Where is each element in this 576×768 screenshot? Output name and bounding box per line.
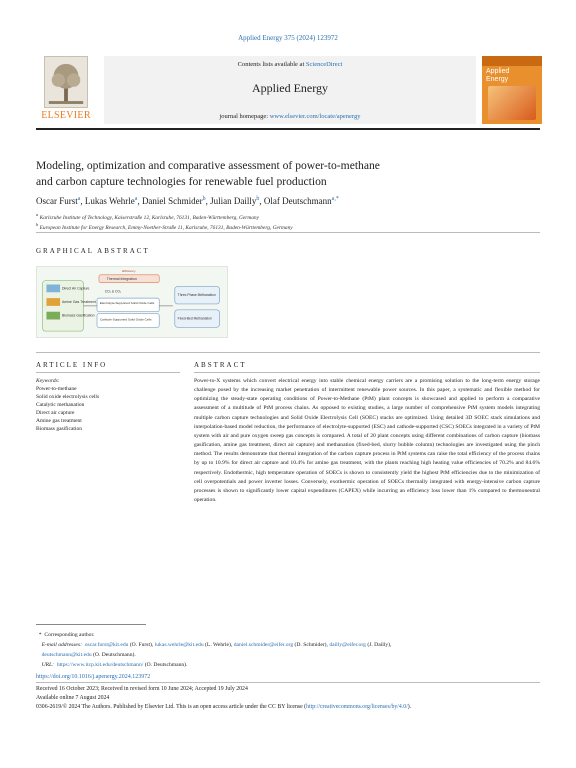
author-name[interactable]: Olaf Deutschmann — [263, 196, 332, 206]
keywords-label: Keywords: — [36, 378, 60, 384]
author-name[interactable]: Daniel Schmider — [141, 196, 203, 206]
keywords-block — [36, 377, 186, 433]
author-affil-marker[interactable]: b — [256, 196, 260, 202]
author-affil-marker[interactable]: a — [134, 196, 138, 202]
email-owner: (J. Dailly), — [365, 642, 392, 648]
footnotes — [36, 630, 540, 670]
ga-label-csc: Cathode-Supported Solid Oxide Cells — [99, 317, 152, 322]
header-rule — [36, 128, 540, 130]
license-link[interactable]: http://creativecommons.org/licenses/by/4.0/ — [306, 704, 408, 710]
url-note — [36, 660, 540, 670]
corresponding-author-note: * Corresponding author. — [36, 632, 95, 638]
sciencedirect-link[interactable]: ScienceDirect — [305, 61, 343, 68]
email-owner: (O. Deutschmann). — [91, 652, 136, 658]
section-divider — [36, 352, 540, 353]
author-list: Oscar Furst$^a$, Lukas Wehrle$^a$, Daniel Schmider$^b$, Julian Dailly$^b$, Olaf Deutschmann$^{a,*}$ — [36, 196, 339, 206]
ga-label-amine: Amine Gas Treatment — [62, 299, 96, 304]
email-link[interactable]: dailly@eifer.org — [329, 642, 366, 648]
keyword-item: Direct air capture — [36, 410, 75, 416]
contents-line — [104, 61, 476, 68]
abstract-heading: ABSTRACT — [194, 361, 247, 369]
paper-title-line2: and carbon capture technologies for renewable fuel production — [36, 175, 327, 188]
article-info-rule — [36, 372, 180, 373]
paper-title-line1: Modeling, optimization and comparative assessment of power-to-methane — [36, 159, 380, 172]
ga-label-esc: Electrolyte-Supported Solid Oxide Cells — [99, 300, 155, 305]
homepage-line — [104, 113, 476, 120]
received-dates: Received 16 October 2023; Received in revised form 10 June 2024; Accepted 19 July 2024 — [36, 686, 248, 692]
affiliation-b — [36, 222, 540, 231]
abstract-text: Power-to-X systems which convert electrical energy into stable chemical energy carriers are a promising solution to the long-term energy storage challenge posed by the increasing market penetration of intermittent renewable power sources. In this paper, a systematic and flexible method for optimizing the steady-state operating conditions of Power-to-Methane (PtM) plant concepts is showcased and applied to perform a comparative assessment of a multitude of PtM process chains. As opposed to existing studies, a large number of comprehensive PtM system models integrating multiple carbon capture technologies and Solid Oxide Electrolysis Cell (SOEC) stacks are optimized. Using detailed 3D SOEC stack simulations and interpolation-based model reduction, the performance of electrolyte-supported (ESC) and cathode-supported (CSC) SOECs integrated in a variety of PtM system with air and pure oxygen sweep gas concepts is compared. A total of 20 plant concepts using different combinations of carbon capture (biomass gasification, amine gas treatment, direct air capture) and methanation (fixed-bed, slurry bubble column) technologies are investigated using the pinch method. The results demonstrate that thermal integration of the carbon capture process in PtM systems can raise the total efficiency of the process chains by up to 10.9% for direct air capture and 10.4% for amine gas treatment, with the plants reaching high heating value efficiencies of 70.2% and 84.6% respectively. Endothermic, high temperature operation of SOECs is shown to consistently yield the highest PtM efficiencies due to the minimization of cell overpotentials and power inverter losses. Conversely, exothermic operation of SOECs thermally integrated with energy-intensive carbon capture processes is shown to significantly lower capital expenditures (CAPEX) while incurring an efficiency loss lower than 1% compared to thermoneutral operation. — [194, 378, 540, 504]
abstract-rule — [194, 372, 540, 373]
copyright-text: 0306-2619/© 2024 The Authors. Published by Elsevier Ltd. This is an open access article under the CC BY license ( — [36, 704, 307, 710]
email-link[interactable]: daniel.schmider@eifer.org — [233, 642, 294, 648]
journal-cover-image[interactable] — [482, 56, 542, 124]
journal-title: Applied Energy — [251, 81, 329, 95]
email-owner: (L. Wehrle), — [203, 642, 234, 648]
ga-label-fixed-bed: Fixed-Bed Methanation — [177, 316, 212, 321]
cover-title — [486, 68, 509, 84]
ga-label-direct-air: Direct Air Capture — [62, 286, 90, 291]
author-name[interactable]: Oscar Furst — [36, 196, 78, 206]
elsevier-tree-icon — [44, 56, 88, 108]
journal-reference[interactable]: Applied Energy 375 (2024) 123972 — [238, 34, 338, 42]
author-affil-marker[interactable]: a,* — [331, 196, 339, 202]
ga-label-three-phase: Three-Phase Methanation — [177, 293, 216, 298]
affiliation-text: European Institute for Energy Research, Emmy-Noether-Straße 11, Karlsruhe, 76131, Baden-Württemberg, Germany — [39, 224, 293, 231]
amine-icon — [46, 298, 60, 306]
graphical-abstract-heading: GRAPHICAL ABSTRACT — [36, 247, 150, 255]
email-link[interactable]: oscar.furst@kit.edu — [84, 642, 129, 648]
elsevier-logo[interactable] — [36, 56, 96, 124]
author-name[interactable]: Lukas Wehrle — [84, 196, 135, 206]
email-owner: (O. Furst), — [128, 642, 155, 648]
keyword-item: Solid oxide electrolysis cells — [36, 394, 100, 400]
ga-label-biomass: Biomass Gasification — [62, 313, 95, 318]
author-affil-marker[interactable]: b — [202, 196, 206, 202]
email-label: E-mail addresses: — [41, 642, 82, 648]
affiliation-a — [36, 212, 540, 221]
cover-art — [488, 86, 536, 120]
graphical-abstract-figure[interactable] — [36, 266, 228, 338]
email-owner: (D. Schmider), — [293, 642, 330, 648]
direct-air-icon — [46, 285, 60, 293]
footnote-rule — [36, 624, 146, 625]
ga-label-thermal: Thermal Integration — [106, 277, 137, 282]
online-date: Available online 7 August 2024 — [36, 695, 110, 701]
email-link[interactable]: deutschmann@kit.edu — [41, 652, 92, 658]
affiliation-marker: b — [36, 222, 39, 227]
keyword-item: Amine gas treatment — [36, 418, 82, 424]
cover-title-line1: Applied — [486, 68, 510, 75]
journal-homepage-link[interactable]: www.elsevier.com/locate/apenergy — [269, 113, 361, 120]
author-name[interactable]: Julian Dailly — [210, 196, 257, 206]
keyword-item: Biomass gasification — [36, 426, 82, 432]
email-addresses-cont — [36, 650, 540, 660]
biomass-icon — [46, 312, 60, 320]
author-affil-marker[interactable]: a — [77, 196, 81, 202]
cover-title-line2: Energy — [486, 76, 509, 83]
url-link[interactable]: https://www.itcp.kit.edu/deutschmann/ — [56, 662, 144, 668]
section-divider — [36, 232, 540, 233]
paper-title — [36, 158, 456, 190]
publisher-name: ELSEVIER — [41, 110, 91, 121]
contents-prefix: Contents lists available at — [237, 61, 306, 68]
corresponding-text: Corresponding author. — [44, 632, 95, 638]
keyword-item: Power-to-methane — [36, 386, 77, 392]
email-addresses — [36, 640, 540, 650]
cover-band — [482, 56, 542, 66]
url-owner: (O. Deutschmann). — [143, 662, 188, 668]
email-link[interactable]: lukas.wehrle@kit.edu — [154, 642, 204, 648]
footer-rule — [36, 682, 540, 683]
doi-link[interactable]: https://doi.org/10.1016/j.apenergy.2024.123972 — [36, 674, 151, 680]
affiliation-text: Karlsruhe Institute of Technology, Kaiserstraße 12, Karlsruhe, 76131, Baden-Württemberg, Germany — [39, 214, 260, 221]
copyright-line — [36, 704, 540, 710]
ga-label-efficiency: Efficiency — [122, 268, 136, 273]
homepage-prefix: journal homepage: — [219, 113, 270, 120]
affiliation-marker: a — [36, 212, 39, 217]
article-info-heading: ARTICLE INFO — [36, 361, 108, 369]
ga-label-co2: CO₂ & CO₂ — [104, 289, 122, 294]
url-label: URL: — [41, 662, 55, 668]
copyright-suffix: ). — [407, 704, 412, 710]
keyword-item: Catalytic methanation — [36, 402, 85, 408]
